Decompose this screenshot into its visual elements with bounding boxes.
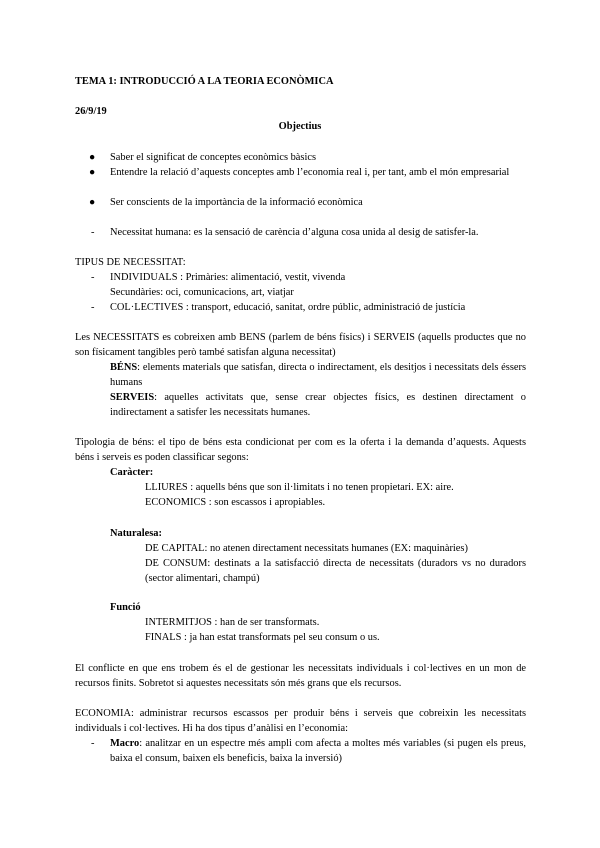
objectives-heading: Objectius [278, 121, 322, 132]
funcio-finals: FINALS : ja han estat transformats pel seu consum o us. [145, 632, 380, 643]
naturalesa-heading: Naturalesa: [110, 528, 162, 539]
date-label: 26/9/19 [75, 106, 107, 117]
need-definition: Necessitat humana: es la sensació de carència d’alguna cosa unida al desig de satisfer-la. [110, 227, 479, 238]
bullet-icon: ● [89, 152, 96, 163]
objective-item: Ser conscients de la importància de la informació econòmica [110, 197, 363, 208]
type-individual-line2: Secundàries: oci, comunicacions, art, viatjar [110, 287, 294, 298]
type-individual-line1: INDIVIDUALS : Primàries: alimentació, vestit, vivenda [110, 272, 346, 283]
bullet-icon: ● [89, 167, 96, 178]
serveis-text: : aquelles activitats que, sense crear objectes físics, es destinen directament o indirectament a satisfer les necessitats humanes. [110, 392, 526, 418]
bens-definition [110, 360, 526, 390]
conflict-paragraph: El conflicte en que ens trobem és el de gestionar les necessitats individuals i col·lectives en un mon de recursos finits. Sobretot si aquestes necessitats són més grans que els recursos. [75, 663, 526, 689]
macro-label: Macro [110, 738, 140, 749]
bens-text: : elements materials que satisfan, directa o indirectament, els desitjos i necessitats dels éssers humans [110, 362, 526, 388]
type-collective: COL·LECTIVES : transport, educació, sanitat, ordre públic, administració de justícia [110, 302, 466, 313]
dash-icon: - [91, 227, 95, 238]
naturalesa-capital: DE CAPITAL: no atenen directament necessitats humanes (EX: maquinàries) [145, 543, 468, 554]
serveis-label: SERVEIS [110, 392, 155, 403]
economy-paragraph: ECONOMIA: administrar recursos escassos per produir béns i serveis que cobreixin les necessitats individuals i col·lectives. Hi ha dos tipus d’anàlisi en l’economia: [75, 708, 526, 734]
dash-icon: - [91, 302, 95, 313]
page-title: TEMA 1: INTRODUCCIÓ A LA TEORIA ECONÒMICA [75, 76, 334, 87]
types-heading: TIPUS DE NECESSITAT: [75, 257, 186, 268]
funcio-intermitjos: INTERMITJOS : han de ser transformats. [145, 617, 320, 628]
caracter-economics: ECONOMICS : son escassos i apropiables. [145, 497, 326, 508]
objective-item: Saber el significat de conceptes econòmics bàsics [110, 152, 317, 163]
dash-icon: - [91, 272, 95, 283]
typology-paragraph: Tipologia de béns: el tipo de béns esta condicionat per com es la oferta i la demanda d’aquests. Aquests béns i serveis es poden classificar segons: [75, 437, 526, 463]
macro-definition [110, 736, 526, 766]
objective-item: Entendre la relació d’aquests conceptes amb l’economia real i, per tant, amb el món empresarial [110, 167, 510, 178]
needs-paragraph: Les NECESSITATS es cobreixen amb BENS (parlem de béns físics) i SERVEIS (aquells productes que no son físicament tangibles però també satisfan alguna necessitat) [75, 332, 526, 358]
funcio-heading: Funció [110, 602, 141, 613]
bullet-icon: ● [89, 197, 96, 208]
dash-icon: - [91, 738, 95, 749]
bens-label: BÉNS [110, 362, 138, 373]
naturalesa-consum: DE CONSUM: destinats a la satisfacció directa de necessitats (duradors vs no duradors (sector alimentari, champú) [145, 558, 526, 584]
caracter-heading: Caràcter: [110, 467, 154, 478]
macro-text: : analitzar en un espectre més ampli com afecta a moltes més variables (si pugen els preus, baixa el consum, baixen els beneficis, baixa la inversió) [110, 738, 526, 764]
serveis-definition [110, 390, 526, 420]
caracter-lliures: LLIURES : aquells béns que son il·limitats i no tenen propietari. EX: aire. [145, 482, 454, 493]
